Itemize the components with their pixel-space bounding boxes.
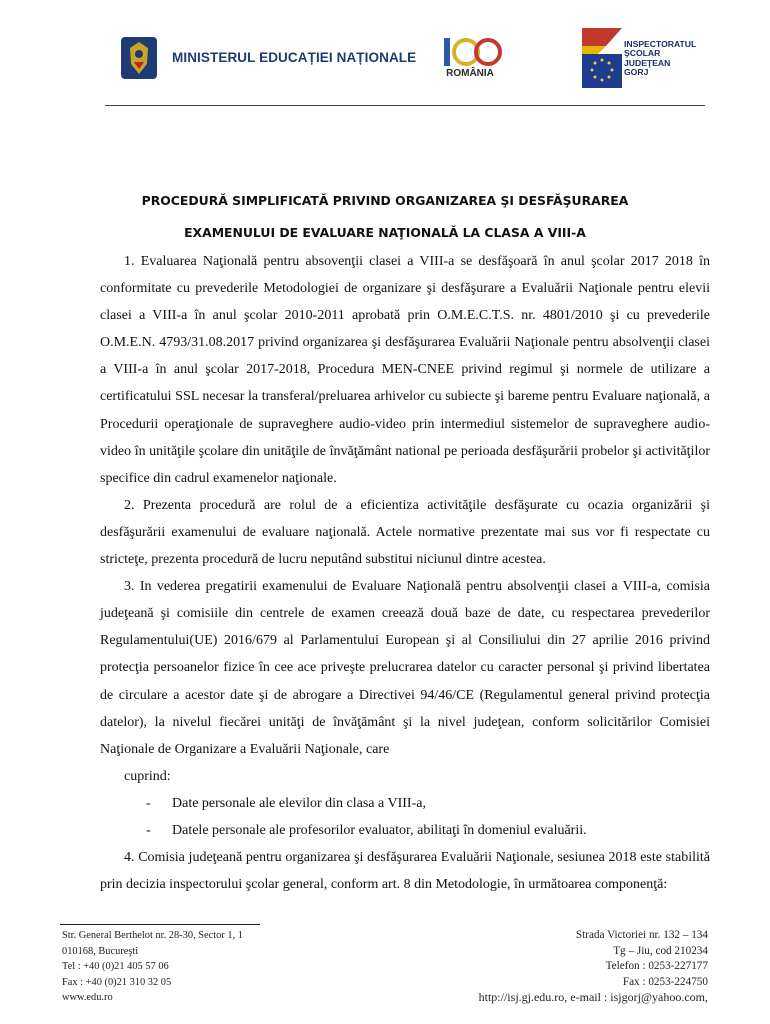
document-body [100,248,710,898]
centenary-logo [432,34,508,86]
paragraph-3-tail: cuprind: [124,768,171,784]
header-divider [105,105,705,106]
document-title-line-1: PROCEDURĂ SIMPLIFICATĂ PRIVIND ORGANIZAREA ŞI DESFĂŞURAREA [141,193,629,208]
centenary-text: ROMÂNIA [446,68,494,79]
footer-ministry-address: Str. General Berthelot nr. 28-30, Sector 1, 1 010168, Bucureşti Tel : +40 (0)21 405 57 06 Fax : +40 (0)21 310 32 05 www.edu.ro [62,930,243,1004]
document-title-line-2: EXAMENULUI DE EVALUARE NAŢIONALĂ LA CLASA A VIII-A [184,225,586,240]
isj-gorj-logo [582,28,712,90]
footer-divider [60,924,260,925]
centenary-100-icon [436,34,504,68]
isj-name: INSPECTORATUL ŞCOLAR JUDEŢEAN GORJ [624,39,697,77]
eu-flag-icon [582,28,626,88]
footer-isj-address: Strada Victoriei nr. 132 – 134 Tg – Jiu, cod 210234 Telefon : 0253-227177 Fax : 0253-224750 http://isj.gj.edu.ro, e-mail : isjgorj@yahoo.com, [478,929,708,1005]
paragraph-4: 4. Comisia judeţeană pentru organizarea şi desfăşurarea Evaluării Naţionale, sesiunea 2018 este stabilită prin decizia inspectorului şcolar general, conform art. 8 din Metodologie, în următoarea componenţă: [100,850,710,893]
paragraph-1: 1. Evaluarea Naţională pentru absovenţii clasei a VIII-a se desfăşoară în anul şcolar 2017 2018 în conformitate cu prevederile Metodologiei de organizare şi desfăşurare a Evaluării Naţionale pentru elevii clasei a VIII-a în anul şcolar 2010-2011 aprobată prin O.M.E.C.T.S. nr. 4801/2010 şi cu prevederile O.M.E.N. 4793/31.08.2017 privind organizarea şi desfăşurarea Evaluării Naţionale pentru absolvenţii clasei a VIII-a în anul şcolar 2017-2018, Procedura MEN-CNEE privind regimul şi normele de utilizare a certificatului SSL necesar la transferal/preluarea arhivelor cu subiecte şi bareme pentru Evaluare naţională, a Procedurii operaţionale de supraveghere audio-video prin intermediul sistemelor de supraveghere audio-video în unităţile şcolare din unităţile de învăţământ national pe perioada desfăşurării probelor şi activităţilor specifice din cadrul examenelor naţionale. [100,254,710,486]
list-item: - Date personale ale elevilor din clasa a VIII-a, [146,795,426,811]
coat-of-arms-icon [120,36,158,80]
paragraph-3: 3. In vederea pregatirii examenului de Evaluare Naţională pentru absolvenţii clasei a VIII-a, comisia judeţeană şi comisiile din centrele de examen creează două baze de date, cu respectarea prevederilor Regulamentului(UE) 2016/679 al Parlamentului European şi al Consiliului din 27 aprilie 2016 privind protecţia persoanelor fizice în cee ace priveşte prelucrarea datelor cu caracter personal şi privind libertatea de circulare a acestor date şi de abrogare a Directivei 94/46/CE (Regulamentul general privind protecţia datelor), la nivelul fiecărei unităţi de învăţământ şi la nivel judeţean, conform solicitărilor Comisiei Naţionale de Organizare a Evaluării Naţionale, care [100,579,710,757]
paragraph-2: 2. Prezenta procedură are rolul de a eficientiza activităţile desfăşurate cu ocazia organizării şi desfăşurării examenului de evaluare naţională. Actele normative prezentate mai sus vor fi respectate cu stricteţe, prezenta procedură de lucru neputând substitui niciunul dintre acestea. [100,497,710,568]
ministry-logo [120,36,420,82]
list-item: - Datele personale ale profesorilor evaluator, abilitaţi în domeniul evaluării. [146,822,587,838]
ministry-name: MINISTERUL EDUCAȚIEI NAȚIONALE [172,50,417,65]
